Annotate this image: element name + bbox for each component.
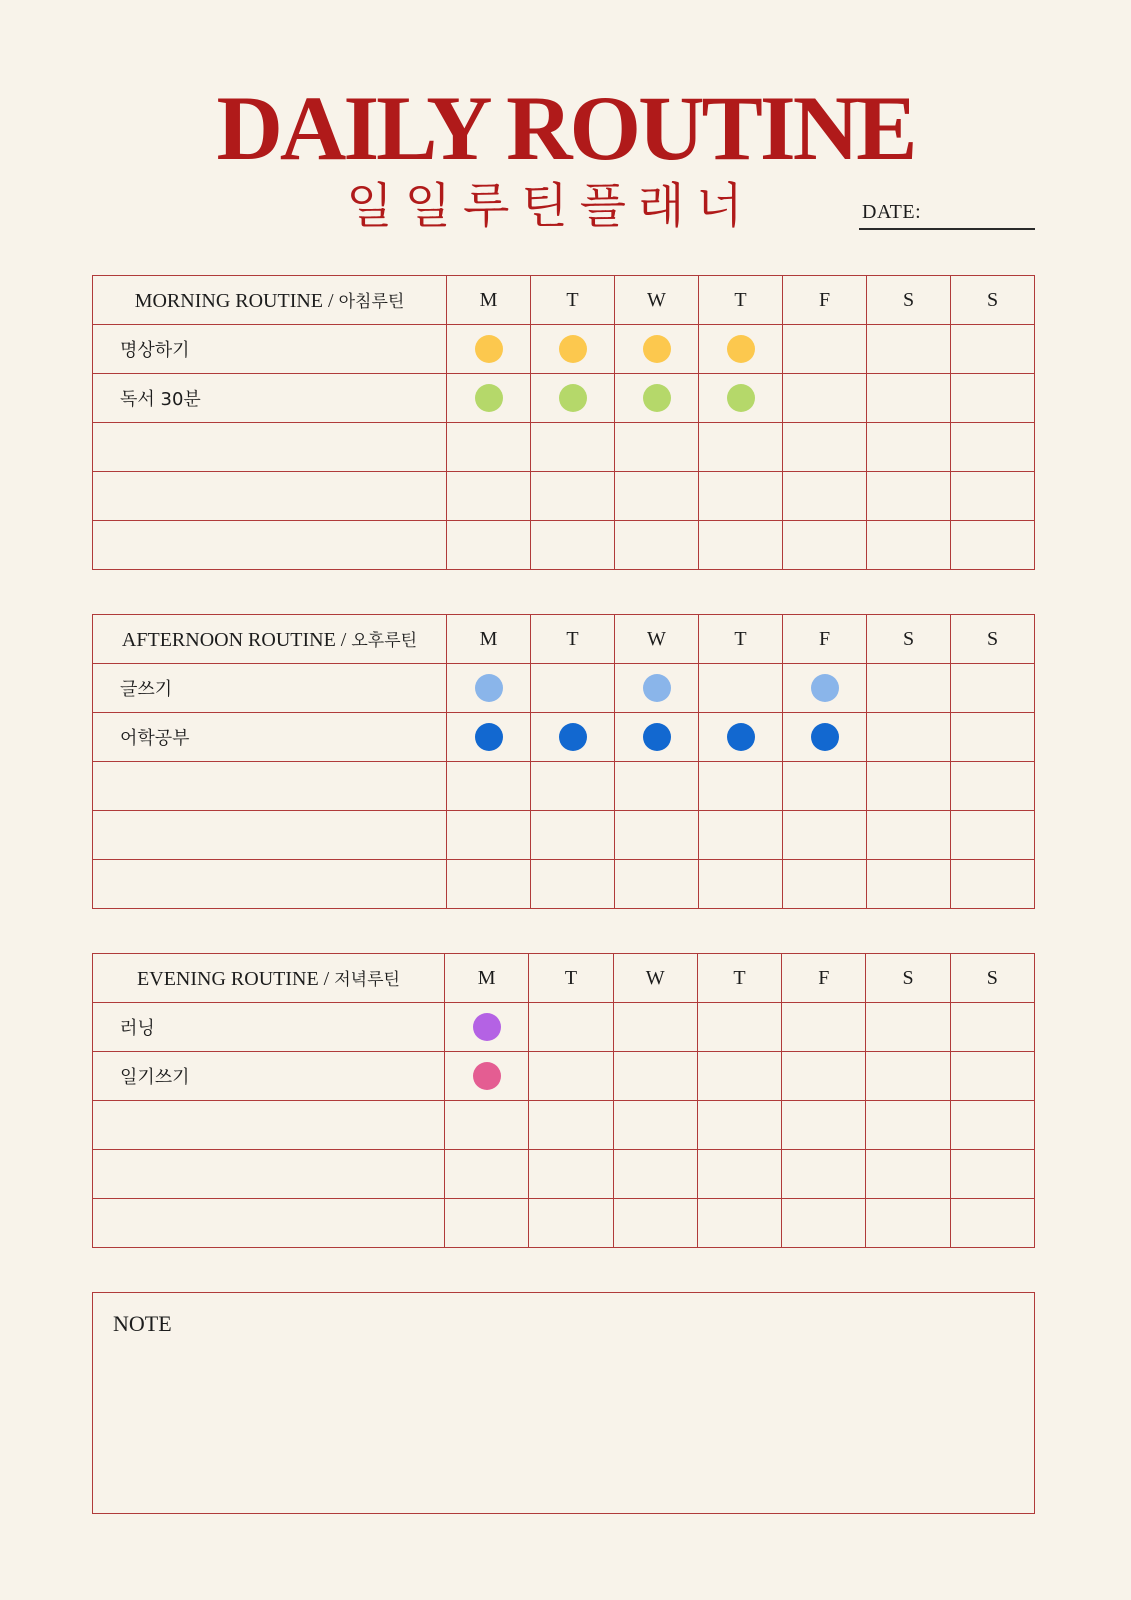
day-header: F — [782, 954, 866, 1003]
task-cell[interactable] — [93, 811, 447, 860]
day-header: T — [529, 954, 613, 1003]
day-header: S — [951, 276, 1035, 325]
completed-dot — [475, 723, 503, 751]
day-check-cell[interactable] — [951, 713, 1035, 762]
day-check-cell[interactable] — [783, 374, 867, 423]
day-check-cell[interactable] — [699, 664, 783, 713]
day-check-cell[interactable] — [783, 325, 867, 374]
day-check-cell[interactable] — [950, 1003, 1034, 1052]
day-check-cell[interactable] — [531, 664, 615, 713]
day-check-cell[interactable] — [783, 860, 867, 909]
day-check-cell[interactable] — [699, 811, 783, 860]
table-header-row — [93, 615, 1035, 664]
task-cell[interactable] — [93, 472, 447, 521]
day-header: S — [951, 615, 1035, 664]
completed-dot — [727, 723, 755, 751]
day-check-cell[interactable] — [531, 374, 615, 423]
table-row — [93, 1199, 1035, 1248]
day-check-cell[interactable] — [697, 1199, 781, 1248]
evening-routine-table — [92, 953, 1035, 1248]
day-check-cell[interactable] — [531, 325, 615, 374]
date-label: DATE: — [862, 201, 922, 223]
section-label-ko: 저녁루틴 — [334, 970, 400, 990]
task-cell[interactable] — [93, 1101, 445, 1150]
task-cell[interactable] — [93, 423, 447, 472]
day-check-cell[interactable] — [783, 713, 867, 762]
completed-dot — [475, 335, 503, 363]
day-check-cell[interactable] — [699, 374, 783, 423]
table-row — [93, 762, 1035, 811]
day-check-cell[interactable] — [529, 1199, 613, 1248]
day-check-cell[interactable] — [950, 1052, 1034, 1101]
day-check-cell[interactable] — [951, 374, 1035, 423]
table-row — [93, 1052, 1035, 1101]
day-check-cell[interactable] — [782, 1003, 866, 1052]
day-check-cell[interactable] — [529, 1052, 613, 1101]
day-header: F — [783, 615, 867, 664]
day-check-cell[interactable] — [951, 521, 1035, 570]
day-check-cell[interactable] — [951, 762, 1035, 811]
day-check-cell[interactable] — [529, 1003, 613, 1052]
day-check-cell[interactable] — [866, 1101, 950, 1150]
task-cell[interactable]: 러닝 — [93, 1003, 445, 1052]
day-check-cell[interactable] — [531, 860, 615, 909]
completed-dot — [811, 723, 839, 751]
day-check-cell[interactable] — [615, 472, 699, 521]
task-cell[interactable] — [93, 521, 447, 570]
day-check-cell[interactable] — [445, 1101, 529, 1150]
day-check-cell[interactable] — [867, 325, 951, 374]
day-check-cell[interactable] — [615, 423, 699, 472]
day-check-cell[interactable] — [447, 472, 531, 521]
day-header: W — [615, 276, 699, 325]
day-check-cell[interactable] — [783, 423, 867, 472]
section-label-en: AFTERNOON ROUTINE / — [121, 629, 347, 651]
day-header: M — [447, 276, 531, 325]
day-check-cell[interactable] — [613, 1052, 697, 1101]
task-cell[interactable] — [93, 1150, 445, 1199]
table-header-row — [93, 276, 1035, 325]
day-check-cell[interactable] — [615, 325, 699, 374]
day-check-cell[interactable] — [531, 713, 615, 762]
day-check-cell[interactable] — [613, 1199, 697, 1248]
table-row — [93, 860, 1035, 909]
day-check-cell[interactable] — [699, 762, 783, 811]
day-check-cell[interactable] — [867, 664, 951, 713]
day-check-cell[interactable] — [615, 811, 699, 860]
day-header: S — [867, 615, 951, 664]
day-check-cell[interactable] — [447, 713, 531, 762]
task-cell[interactable]: 일기쓰기 — [93, 1052, 445, 1101]
day-check-cell[interactable] — [866, 1199, 950, 1248]
day-check-cell[interactable] — [782, 1150, 866, 1199]
morning-routine-table — [92, 275, 1035, 570]
day-check-cell[interactable] — [447, 374, 531, 423]
completed-dot — [559, 384, 587, 412]
day-check-cell[interactable] — [951, 325, 1035, 374]
day-check-cell[interactable] — [529, 1150, 613, 1199]
day-check-cell[interactable] — [867, 521, 951, 570]
day-check-cell[interactable] — [951, 860, 1035, 909]
day-check-cell[interactable] — [783, 521, 867, 570]
task-cell[interactable]: 어학공부 — [93, 713, 447, 762]
day-check-cell[interactable] — [615, 664, 699, 713]
page-title: DAILY ROUTINE — [216, 77, 915, 179]
day-check-cell[interactable] — [867, 374, 951, 423]
section-label-en: EVENING ROUTINE / — [137, 968, 330, 990]
day-check-cell[interactable] — [783, 472, 867, 521]
day-check-cell[interactable] — [783, 664, 867, 713]
day-check-cell[interactable] — [613, 1101, 697, 1150]
day-check-cell[interactable] — [531, 521, 615, 570]
completed-dot — [473, 1062, 501, 1090]
table-row — [93, 664, 1035, 713]
day-check-cell[interactable] — [699, 325, 783, 374]
day-check-cell[interactable] — [950, 1150, 1034, 1199]
day-check-cell[interactable] — [699, 521, 783, 570]
date-field-line[interactable] — [859, 228, 1035, 230]
day-check-cell[interactable] — [615, 521, 699, 570]
day-check-cell[interactable] — [445, 1003, 529, 1052]
completed-dot — [643, 723, 671, 751]
day-check-cell[interactable] — [615, 713, 699, 762]
note-box[interactable] — [92, 1292, 1035, 1514]
day-check-cell[interactable] — [783, 811, 867, 860]
day-check-cell[interactable] — [529, 1101, 613, 1150]
day-check-cell[interactable] — [866, 1003, 950, 1052]
day-check-cell[interactable] — [866, 1052, 950, 1101]
day-check-cell[interactable] — [782, 1199, 866, 1248]
day-check-cell[interactable] — [782, 1101, 866, 1150]
day-check-cell[interactable] — [951, 664, 1035, 713]
note-label: NOTE — [113, 1311, 172, 1336]
section-label-en: MORNING ROUTINE / — [134, 290, 334, 312]
day-check-cell[interactable] — [613, 1150, 697, 1199]
completed-dot — [559, 335, 587, 363]
afternoon-routine-table — [92, 614, 1035, 909]
completed-dot — [475, 384, 503, 412]
completed-dot — [727, 335, 755, 363]
day-check-cell[interactable] — [447, 325, 531, 374]
day-check-cell[interactable] — [697, 1052, 781, 1101]
day-check-cell[interactable] — [950, 1101, 1034, 1150]
day-header: T — [531, 276, 615, 325]
day-check-cell[interactable] — [613, 1003, 697, 1052]
table-row — [93, 1101, 1035, 1150]
section-label-ko: 오후루틴 — [351, 631, 418, 651]
table-row — [93, 472, 1035, 521]
day-header: T — [699, 615, 783, 664]
day-check-cell[interactable] — [951, 423, 1035, 472]
day-check-cell[interactable] — [531, 423, 615, 472]
day-check-cell[interactable] — [445, 1199, 529, 1248]
day-check-cell[interactable] — [782, 1052, 866, 1101]
day-check-cell[interactable] — [447, 762, 531, 811]
day-check-cell[interactable] — [866, 1150, 950, 1199]
table-row — [93, 521, 1035, 570]
day-check-cell[interactable] — [867, 423, 951, 472]
day-header: M — [445, 954, 529, 1003]
table-header-row — [93, 954, 1035, 1003]
day-check-cell[interactable] — [867, 811, 951, 860]
day-check-cell[interactable] — [445, 1150, 529, 1199]
day-check-cell[interactable] — [447, 664, 531, 713]
table-row — [93, 811, 1035, 860]
table-row — [93, 423, 1035, 472]
day-check-cell[interactable] — [615, 860, 699, 909]
day-check-cell[interactable] — [951, 811, 1035, 860]
task-cell[interactable]: 독서 30분 — [93, 374, 447, 423]
table-row — [93, 374, 1035, 423]
section-label-ko: 아침루틴 — [338, 292, 405, 312]
day-check-cell[interactable] — [697, 1150, 781, 1199]
day-check-cell[interactable] — [447, 860, 531, 909]
completed-dot — [643, 335, 671, 363]
task-cell[interactable] — [93, 762, 447, 811]
day-header: T — [699, 276, 783, 325]
completed-dot — [473, 1013, 501, 1041]
table-row — [93, 1003, 1035, 1052]
table-row — [93, 713, 1035, 762]
day-check-cell[interactable] — [867, 762, 951, 811]
section-label — [93, 954, 445, 1003]
task-cell[interactable] — [93, 1199, 445, 1248]
day-header: W — [615, 615, 699, 664]
day-check-cell[interactable] — [697, 1101, 781, 1150]
day-header: W — [613, 954, 697, 1003]
task-cell[interactable]: 명상하기 — [93, 325, 447, 374]
day-check-cell[interactable] — [531, 762, 615, 811]
day-header: T — [531, 615, 615, 664]
table-row — [93, 1150, 1035, 1199]
day-check-cell[interactable] — [531, 472, 615, 521]
task-cell[interactable] — [93, 860, 447, 909]
day-header: M — [447, 615, 531, 664]
completed-dot — [727, 384, 755, 412]
table-row — [93, 325, 1035, 374]
section-label — [93, 276, 447, 325]
completed-dot — [643, 674, 671, 702]
day-check-cell[interactable] — [699, 472, 783, 521]
day-check-cell[interactable] — [447, 423, 531, 472]
day-check-cell[interactable] — [699, 423, 783, 472]
day-check-cell[interactable] — [447, 521, 531, 570]
day-check-cell[interactable] — [447, 811, 531, 860]
day-check-cell[interactable] — [699, 860, 783, 909]
completed-dot — [811, 674, 839, 702]
section-label — [93, 615, 447, 664]
day-header: S — [950, 954, 1034, 1003]
page-subtitle: 일일루틴플래너 — [346, 178, 755, 234]
completed-dot — [475, 674, 503, 702]
day-check-cell[interactable] — [867, 860, 951, 909]
day-check-cell[interactable] — [783, 762, 867, 811]
day-header: F — [783, 276, 867, 325]
day-header: T — [697, 954, 781, 1003]
completed-dot — [559, 723, 587, 751]
day-check-cell[interactable] — [867, 472, 951, 521]
day-check-cell[interactable] — [445, 1052, 529, 1101]
day-check-cell[interactable] — [951, 472, 1035, 521]
day-header: S — [866, 954, 950, 1003]
day-check-cell[interactable] — [615, 374, 699, 423]
completed-dot — [643, 384, 671, 412]
day-check-cell[interactable] — [699, 713, 783, 762]
task-cell[interactable]: 글쓰기 — [93, 664, 447, 713]
day-check-cell[interactable] — [867, 713, 951, 762]
day-check-cell[interactable] — [950, 1199, 1034, 1248]
day-check-cell[interactable] — [531, 811, 615, 860]
day-check-cell[interactable] — [615, 762, 699, 811]
day-check-cell[interactable] — [697, 1003, 781, 1052]
day-header: S — [867, 276, 951, 325]
